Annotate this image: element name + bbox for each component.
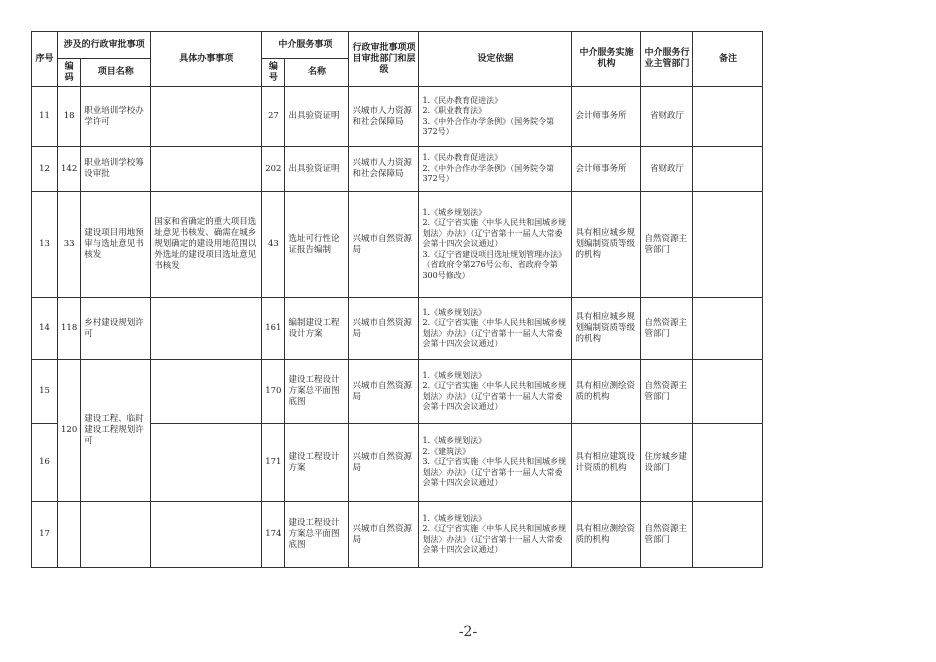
cell-dept: 兴城市自然资源局: [349, 192, 419, 298]
header-inter-code: 编号: [262, 59, 285, 87]
cell-supervisor: 自然资源主管部门: [641, 502, 693, 568]
cell-inter-name: 出具验资证明: [285, 87, 349, 147]
cell-inter-name: 编制建设工程设计方案: [285, 298, 349, 360]
cell-admin-name: 职业培训学校筹设审批: [81, 147, 151, 192]
cell-seq: 14: [32, 298, 58, 360]
cell-seq: 13: [32, 192, 58, 298]
table-row: [32, 502, 763, 568]
header-admin-group: 涉及的行政审批事项: [58, 32, 151, 59]
cell-dept: 兴城市人力资源和社会保障局: [349, 147, 419, 192]
cell-admin-name: 建设项目用地预审与选址意见书核发: [81, 192, 151, 298]
cell-admin-code: 120: [58, 360, 81, 502]
cell-inter-code: 161: [262, 298, 285, 360]
cell-specific: [151, 502, 262, 568]
table-row: [32, 192, 763, 298]
cell-specific: 国家和省确定的重大项目选址意见书核发、确需在城乡规划确定的建设用地范围以外选址的建设项目选址意见书核发: [151, 192, 262, 298]
cell-agency: 具有相应测绘资质的机构: [572, 360, 641, 424]
cell-admin-name: 乡村建设规划许可: [81, 298, 151, 360]
cell-seq: 11: [32, 87, 58, 147]
cell-dept: 兴城市自然资源局: [349, 502, 419, 568]
cell-agency: 会计师事务所: [572, 147, 641, 192]
header-agency: 中介服务实施机构: [572, 32, 641, 87]
cell-seq: 15: [32, 360, 58, 424]
header-dept: 行政审批事项项目审批部门和层级: [349, 32, 419, 87]
cell-specific: [151, 424, 262, 502]
table-row: [32, 360, 763, 424]
cell-inter-code: 170: [262, 360, 285, 424]
cell-remark: [693, 502, 763, 568]
cell-specific: [151, 298, 262, 360]
cell-admin-name: 职业培训学校办学许可: [81, 87, 151, 147]
cell-supervisor: 自然资源主管部门: [641, 360, 693, 424]
cell-inter-name: 建设工程设计方案总平面图底图: [285, 502, 349, 568]
cell-inter-code: 174: [262, 502, 285, 568]
cell-basis: 1.《城乡规划法》 2.《辽宁省实施〈中华人民共和国城乡规划法〉办法》（辽宁省第十一届人大常委会第十四次会议通过）: [419, 502, 572, 568]
header-admin-code: 编码: [58, 59, 81, 87]
cell-inter-name: 选址可行性论证报告编制: [285, 192, 349, 298]
cell-remark: [693, 298, 763, 360]
cell-remark: [693, 147, 763, 192]
cell-specific: [151, 87, 262, 147]
cell-inter-name: 建设工程设计方案总平面图底图: [285, 360, 349, 424]
cell-remark: [693, 424, 763, 502]
cell-supervisor: 自然资源主管部门: [641, 298, 693, 360]
cell-basis: 1.《城乡规划法》 2.《辽宁省实施〈中华人民共和国城乡规划法〉办法》（辽宁省第十一届人大常委会第十四次会议通过）: [419, 298, 572, 360]
cell-seq: 17: [32, 502, 58, 568]
table-row: [32, 298, 763, 360]
cell-agency: 具有相应建筑设计资质的机构: [572, 424, 641, 502]
cell-inter-code: 202: [262, 147, 285, 192]
cell-admin-code: 118: [58, 298, 81, 360]
cell-admin-code: 142: [58, 147, 81, 192]
cell-seq: 12: [32, 147, 58, 192]
cell-basis: 1.《城乡规划法》 2.《辽宁省实施〈中华人民共和国城乡规划法〉办法》（辽宁省第十一届人大常委会第十四次会议通过） 3.《辽宁省建设项目选址规划管理办法》（省政府令第276号公布、省政府令第300号修改）: [419, 192, 572, 298]
cell-inter-code: 27: [262, 87, 285, 147]
cell-supervisor: 自然资源主管部门: [641, 192, 693, 298]
cell-admin-code: [58, 502, 81, 568]
cell-agency: 具有相应城乡规划编制资质等级的机构: [572, 192, 641, 298]
cell-admin-code: 18: [58, 87, 81, 147]
cell-dept: 兴城市自然资源局: [349, 298, 419, 360]
cell-specific: [151, 360, 262, 424]
cell-remark: [693, 360, 763, 424]
cell-remark: [693, 87, 763, 147]
cell-remark: [693, 192, 763, 298]
cell-inter-code: 171: [262, 424, 285, 502]
header-remark: 备注: [693, 32, 763, 87]
header-seq: 序号: [32, 32, 58, 87]
cell-supervisor: 住房城乡建设部门: [641, 424, 693, 502]
table-row: [32, 87, 763, 147]
header-specific: 具体办事事项: [151, 32, 262, 87]
cell-admin-code: 33: [58, 192, 81, 298]
cell-basis: 1.《城乡规划法》 2.《辽宁省实施〈中华人民共和国城乡规划法〉办法》（辽宁省第十一届人大常委会第十四次会议通过）: [419, 360, 572, 424]
cell-admin-name: 建设工程、临时建设工程规划许可: [81, 360, 151, 502]
page-number: -2-: [458, 624, 478, 640]
header-admin-name: 项目名称: [81, 59, 151, 87]
cell-agency: 具有相应城乡规划编制资质等级的机构: [572, 298, 641, 360]
cell-admin-name: [81, 502, 151, 568]
cell-dept: 兴城市自然资源局: [349, 360, 419, 424]
cell-inter-name: 建设工程设计方案: [285, 424, 349, 502]
service-table: [31, 31, 763, 568]
header-basis: 设定依据: [419, 32, 572, 87]
cell-dept: 兴城市自然资源局: [349, 424, 419, 502]
cell-supervisor: 省财政厅: [641, 87, 693, 147]
cell-inter-name: 出具验资证明: [285, 147, 349, 192]
cell-agency: 会计师事务所: [572, 87, 641, 147]
cell-specific: [151, 147, 262, 192]
cell-agency: 具有相应测绘资质的机构: [572, 502, 641, 568]
table-row: [32, 147, 763, 192]
header-inter-group: 中介服务事项: [262, 32, 349, 59]
cell-seq: 16: [32, 424, 58, 502]
cell-basis: 1.《民办教育促进法》 2.《中外合作办学条例》（国务院令第372号）: [419, 147, 572, 192]
header-supervisor: 中介服务行业主管部门: [641, 32, 693, 87]
cell-dept: 兴城市人力资源和社会保障局: [349, 87, 419, 147]
cell-supervisor: 省财政厅: [641, 147, 693, 192]
cell-inter-code: 43: [262, 192, 285, 298]
header-inter-name: 名称: [285, 59, 349, 87]
cell-basis: 1.《城乡规划法》 2.《建筑法》 3.《辽宁省实施〈中华人民共和国城乡规划法〉办法》（辽宁省第十一届人大常委会第十四次会议通过）: [419, 424, 572, 502]
cell-basis: 1.《民办教育促进法》 2.《职业教育法》 3.《中外合作办学条例》（国务院令第372号）: [419, 87, 572, 147]
